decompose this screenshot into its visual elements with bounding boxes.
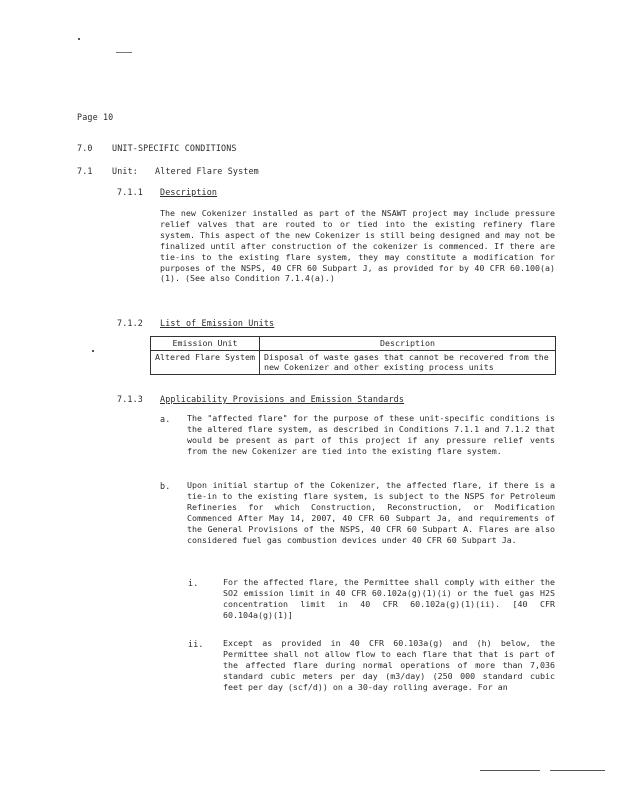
description-heading: Description [160, 187, 218, 197]
applicability-heading: Applicability Provisions and Emission Standards [160, 394, 405, 404]
subitem-ii-marker: ii. [188, 639, 204, 649]
page-number: Page 10 [77, 112, 114, 122]
column-header-description: Description [260, 337, 556, 351]
cell-emission-unit: Altered Flare System [151, 350, 260, 374]
footer-rule [480, 770, 540, 771]
scan-mark [116, 52, 132, 53]
footer-rule [550, 770, 605, 771]
section-title: UNIT-SPECIFIC CONDITIONS [112, 143, 237, 153]
unit-label: Unit: [112, 166, 138, 176]
cell-description: Disposal of waste gases that cannot be recovered from the new Cokenizer and other existing process units [260, 350, 556, 374]
unit-number: 7.1 [77, 166, 93, 176]
subitem-ii-text: Except as provided in 40 CFR 60.103a(g) and (h) below, the Permittee shall not allow flow to each flare that that is part of the affected flare during normal operations of more than 7,036 standard cubic meters per day (m3/day) (250 000 standard cubic feet per day (scf/d)) on a 30-day rolling average. For an [223, 638, 555, 692]
item-a-text: The "affected flare" for the purpose of these unit-specific conditions is the altered flare system, as described in Conditions 7.1.1 and 7.1.2 that would be present as part of this project if any pressure relief vents from the new Cokenizer are tied into the existing flare system. [187, 413, 555, 456]
scan-mark [92, 350, 94, 352]
applicability-number: 7.1.3 [117, 394, 143, 404]
emission-units-number: 7.1.2 [117, 318, 143, 328]
item-b-text: Upon initial startup of the Cokenizer, the affected flare, if there is a tie-in to the existing flare system, is subject to the NSPS for Petroleum Refineries for which Construction, Reconstruction, or Modification Commenced After May 14, 2007, 40 CFR 60 Subpart Ja, and requirements of the General Provisions of the NSPS, 40 CFR 60 Subpart A. Flares are also considered fuel gas combustion devices under 40 CFR 60 Subpart Ja. [187, 480, 555, 545]
item-b-marker: b. [160, 481, 171, 491]
emission-units-heading: List of Emission Units [160, 318, 275, 328]
section-number: 7.0 [77, 143, 93, 153]
table-row [151, 350, 556, 374]
item-a-marker: a. [160, 414, 171, 424]
emission-units-table [150, 336, 556, 375]
subitem-i-text: For the affected flare, the Permittee shall comply with either the SO2 emission limit in 40 CFR 60.102a(g)(1)(i) or the fuel gas H2S concentration limit in 40 CFR 60.102a(g)(1)(ii). [40 CFR 60.104a(g)(1)] [223, 577, 555, 620]
table-header-row [151, 337, 556, 351]
description-number: 7.1.1 [117, 187, 143, 197]
subitem-i-marker: i. [188, 578, 199, 588]
unit-name: Altered Flare System [155, 166, 259, 176]
scan-mark [78, 38, 80, 40]
column-header-emission-unit: Emission Unit [151, 337, 260, 351]
description-paragraph: The new Cokenizer installed as part of the NSAWT project may include pressure relief valves that are routed to or tied into the existing refinery flare system. This aspect of the new Cokenizer is still being designed and may not be finalized until after construction of the cokenizer is commenced. If there are tie-ins to the existing flare system, they may constitute a modification for purposes of the NSPS, 40 CFR 60 Subpart J, as provided for by 40 CFR 60.100(a)(1). (See also Condition 7.1.4(a).) [160, 208, 555, 284]
